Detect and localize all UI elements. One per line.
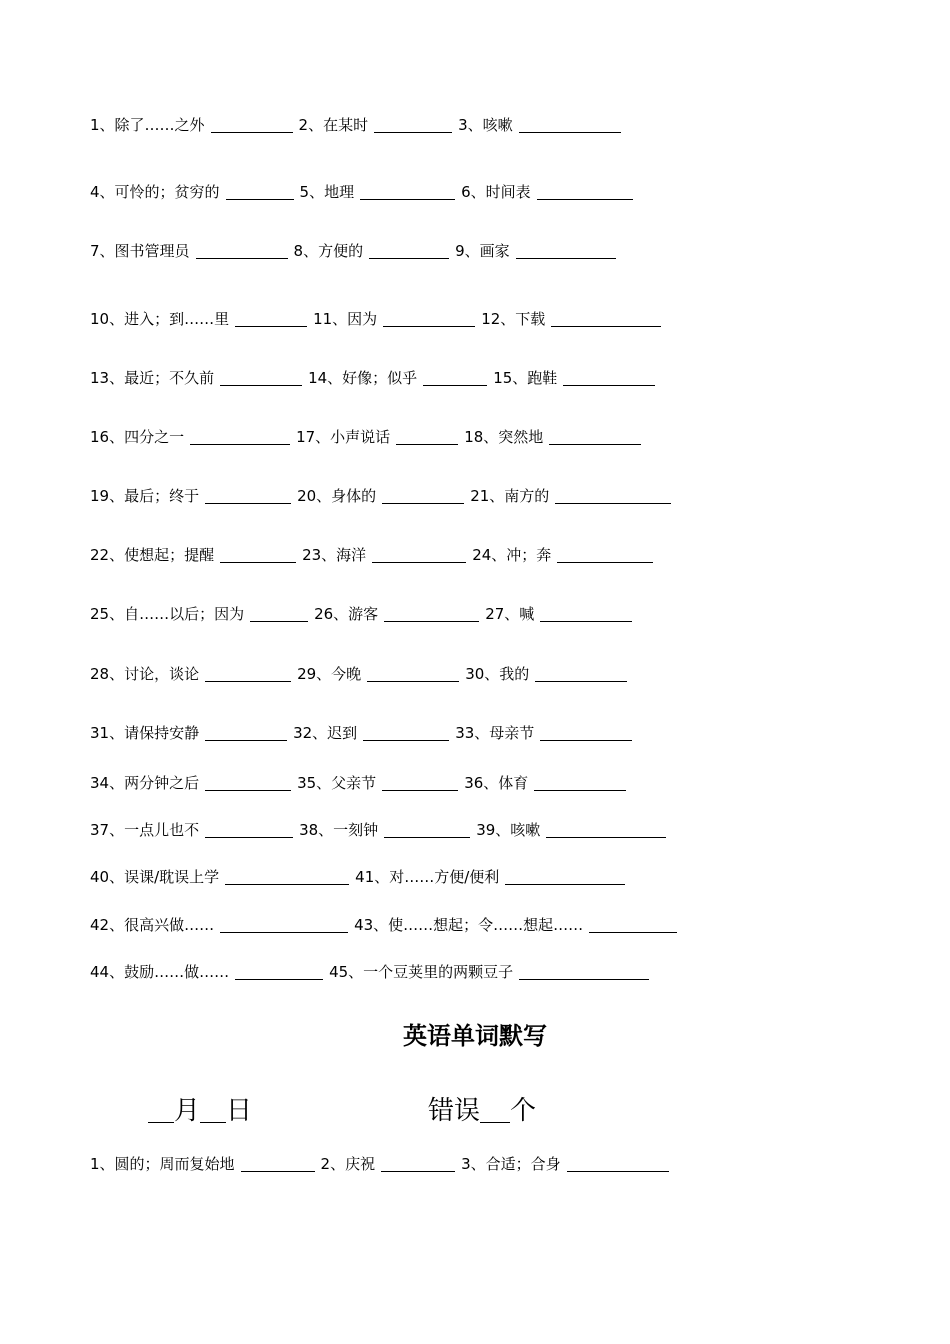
- vocab-row: [90, 664, 627, 684]
- answer-blank[interactable]: [190, 428, 290, 445]
- vocab-prompt: 18、突然地: [464, 428, 544, 446]
- answer-blank[interactable]: [382, 774, 458, 791]
- vocab-prompt: 35、父亲节: [297, 774, 377, 792]
- answer-blank[interactable]: [546, 821, 666, 838]
- vocab-prompt: 24、冲；奔: [472, 546, 552, 564]
- answer-blank[interactable]: [205, 665, 291, 682]
- error-count-line: [428, 1090, 536, 1127]
- answer-blank[interactable]: [540, 724, 632, 741]
- vocab-row: [90, 182, 633, 202]
- vocab-prompt: 44、鼓励……做……: [90, 963, 230, 981]
- vocab-row: [90, 115, 621, 135]
- vocab-prompt: 13、最近；不久前: [90, 369, 215, 387]
- vocab-prompt: 4、可怜的；贫穷的: [90, 183, 220, 201]
- answer-blank[interactable]: [516, 242, 616, 259]
- errors-blank[interactable]: [480, 1096, 510, 1123]
- answer-blank[interactable]: [374, 116, 452, 133]
- answer-blank[interactable]: [384, 605, 479, 622]
- vocab-prompt: 36、体育: [464, 774, 529, 792]
- vocab-prompt: 33、母亲节: [455, 724, 535, 742]
- vocab-prompt: 2、庆祝: [320, 1155, 376, 1173]
- vocab-row: [90, 604, 632, 624]
- answer-blank[interactable]: [557, 546, 653, 563]
- vocab-prompt: 7、图书管理员: [90, 242, 190, 260]
- vocab-prompt: 28、讨论，谈论: [90, 665, 200, 683]
- answer-blank[interactable]: [205, 487, 291, 504]
- answer-blank[interactable]: [205, 774, 291, 791]
- vocab-row: [90, 1154, 669, 1174]
- vocab-prompt: 17、小声说话: [296, 428, 391, 446]
- vocab-prompt: 23、海洋: [302, 546, 367, 564]
- answer-blank[interactable]: [220, 546, 296, 563]
- vocab-prompt: 3、咳嗽: [458, 116, 513, 134]
- vocab-prompt: 14、好像；似乎: [308, 369, 418, 387]
- vocab-row: [90, 773, 626, 793]
- vocab-prompt: 3、合适；合身: [461, 1155, 561, 1173]
- vocab-prompt: 11、因为: [313, 310, 378, 328]
- vocab-row: [90, 486, 671, 506]
- vocab-row: [90, 867, 625, 887]
- vocab-row: [90, 915, 677, 935]
- vocab-prompt: 32、迟到: [293, 724, 358, 742]
- vocab-prompt: 41、对……方便/便利: [355, 868, 500, 886]
- vocab-prompt: 12、下载: [481, 310, 546, 328]
- answer-blank[interactable]: [534, 774, 626, 791]
- vocab-prompt: 26、游客: [314, 605, 379, 623]
- answer-blank[interactable]: [563, 369, 655, 386]
- answer-blank[interactable]: [235, 963, 323, 980]
- vocab-prompt: 6、时间表: [461, 183, 531, 201]
- vocab-row: [90, 820, 666, 840]
- answer-blank[interactable]: [537, 183, 633, 200]
- month-blank[interactable]: [148, 1096, 174, 1123]
- vocab-prompt: 19、最后；终于: [90, 487, 200, 505]
- answer-blank[interactable]: [225, 868, 349, 885]
- answer-blank[interactable]: [241, 1155, 315, 1172]
- vocab-prompt: 2、在某时: [298, 116, 369, 134]
- answer-blank[interactable]: [589, 916, 677, 933]
- vocab-prompt: 5、地理: [299, 183, 355, 201]
- vocab-row: [90, 545, 653, 565]
- answer-blank[interactable]: [220, 369, 302, 386]
- vocab-prompt: 45、一个豆荚里的两颗豆子: [329, 963, 514, 981]
- answer-blank[interactable]: [363, 724, 449, 741]
- answer-blank[interactable]: [555, 487, 671, 504]
- vocab-row: [90, 309, 661, 329]
- vocab-row: [90, 962, 649, 982]
- answer-blank[interactable]: [369, 242, 449, 259]
- vocab-row: [90, 427, 641, 447]
- answer-blank[interactable]: [505, 868, 625, 885]
- day-blank[interactable]: [200, 1096, 226, 1123]
- answer-blank[interactable]: [211, 116, 293, 133]
- answer-blank[interactable]: [367, 665, 459, 682]
- month-label: 月: [174, 1096, 201, 1126]
- answer-blank[interactable]: [226, 183, 294, 200]
- vocab-prompt: 21、南方的: [470, 487, 550, 505]
- vocab-prompt: 25、自……以后；因为: [90, 605, 245, 623]
- vocab-prompt: 22、使想起；提醒: [90, 546, 215, 564]
- answer-blank[interactable]: [205, 821, 293, 838]
- vocab-prompt: 39、咳嗽: [476, 821, 541, 839]
- vocab-prompt: 1、圆的；周而复始地: [90, 1155, 235, 1173]
- vocab-prompt: 31、请保持安静: [90, 724, 200, 742]
- vocab-prompt: 29、今晚: [297, 665, 362, 683]
- day-label: 日: [226, 1096, 253, 1126]
- date-line: [148, 1090, 252, 1127]
- answer-blank[interactable]: [535, 665, 627, 682]
- answer-blank[interactable]: [220, 916, 348, 933]
- answer-blank[interactable]: [567, 1155, 669, 1172]
- vocab-row: [90, 368, 655, 388]
- vocab-prompt: 30、我的: [465, 665, 530, 683]
- answer-blank[interactable]: [519, 963, 649, 980]
- vocab-prompt: 9、画家: [455, 242, 510, 260]
- vocab-prompt: 20、身体的: [297, 487, 377, 505]
- answer-blank[interactable]: [549, 428, 641, 445]
- answer-blank[interactable]: [360, 183, 455, 200]
- vocab-prompt: 37、一点儿也不: [90, 821, 200, 839]
- vocab-prompt: 42、很高兴做……: [90, 916, 215, 934]
- vocab-prompt: 16、四分之一: [90, 428, 185, 446]
- answer-blank[interactable]: [372, 546, 466, 563]
- answer-blank[interactable]: [540, 605, 632, 622]
- answer-blank[interactable]: [383, 310, 475, 327]
- answer-blank[interactable]: [423, 369, 487, 386]
- answer-blank[interactable]: [235, 310, 307, 327]
- answer-blank[interactable]: [196, 242, 288, 259]
- answer-blank[interactable]: [381, 1155, 455, 1172]
- answer-blank[interactable]: [396, 428, 458, 445]
- vocab-prompt: 15、跑鞋: [493, 369, 558, 387]
- vocab-prompt: 8、方便的: [293, 242, 364, 260]
- page-title: 英语单词默写: [403, 1022, 547, 1050]
- vocab-prompt: 43、使……想起；令……想起……: [354, 916, 584, 934]
- answer-blank[interactable]: [384, 821, 470, 838]
- answer-blank[interactable]: [551, 310, 661, 327]
- vocab-prompt: 27、喊: [485, 605, 535, 623]
- vocab-prompt: 40、误课/耽误上学: [90, 868, 220, 886]
- answer-blank[interactable]: [382, 487, 464, 504]
- errors-label: 错误: [428, 1096, 481, 1126]
- errors-unit: 个: [510, 1096, 537, 1126]
- answer-blank[interactable]: [205, 724, 287, 741]
- vocab-row: [90, 241, 616, 261]
- vocab-row: [90, 723, 632, 743]
- vocab-prompt: 1、除了……之外: [90, 116, 205, 134]
- vocab-prompt: 38、一刻钟: [299, 821, 379, 839]
- vocab-prompt: 34、两分钟之后: [90, 774, 200, 792]
- answer-blank[interactable]: [519, 116, 621, 133]
- vocab-prompt: 10、进入；到……里: [90, 310, 230, 328]
- answer-blank[interactable]: [250, 605, 308, 622]
